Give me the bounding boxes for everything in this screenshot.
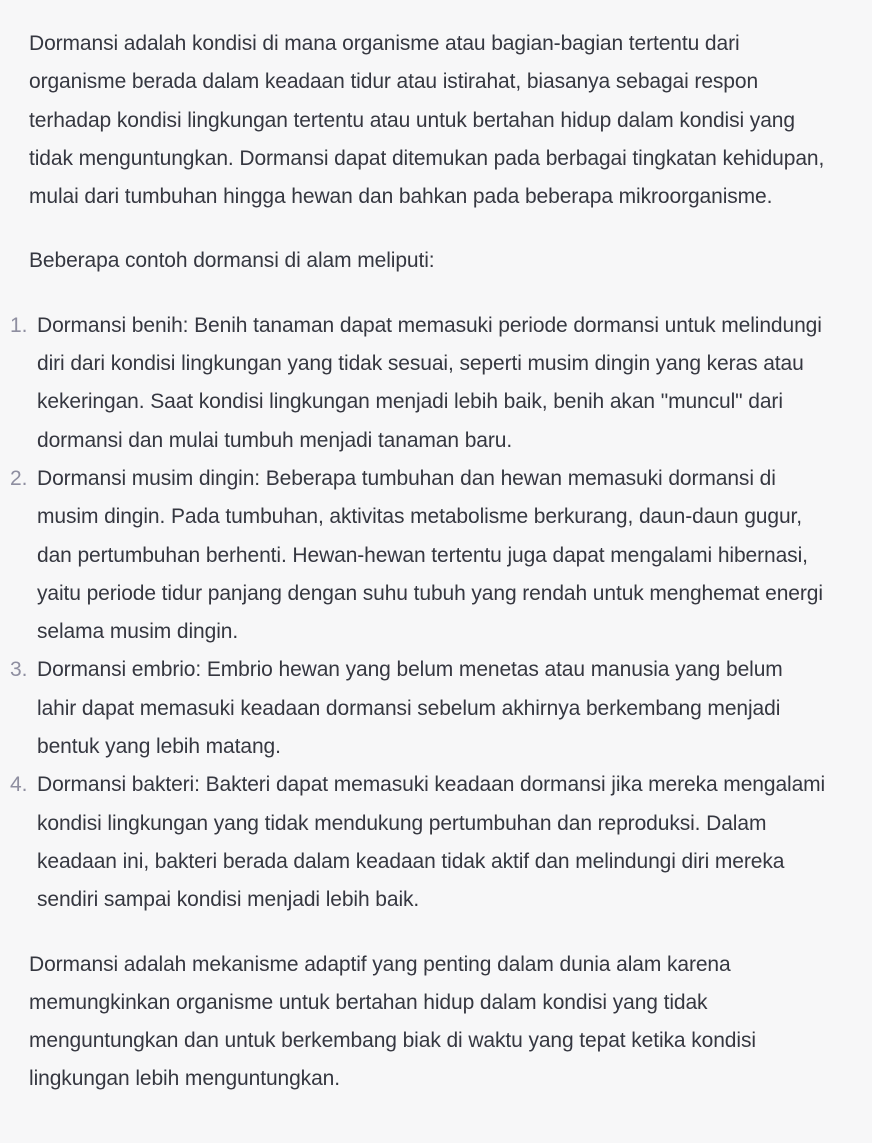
list-item-text: Dormansi musim dingin: Beberapa tumbuhan dan hewan memasuki dormansi di musim dingin. Pada tumbuhan, aktivitas metabolisme berkurang, daun-daun gugur, dan pertumbuhan berhenti. Hewan-hewan tertentu juga dapat mengalami hibernasi, yaitu periode tidur panjang dengan suhu tubuh yang rendah untuk menghemat energi selama musim dingin. — [37, 466, 823, 644]
list-lead-paragraph: Beberapa contoh dormansi di alam meliputi: — [29, 249, 435, 273]
list-item-number: 4. — [10, 773, 28, 797]
intro-paragraph: Dormansi adalah kondisi di mana organisme atau bagian-bagian tertentu dari organisme berada dalam keadaan tidur atau istirahat, biasanya sebagai respon terhadap kondisi lingkungan tertentu atau untuk bertahan hidup dalam kondisi yang tidak menguntungkan. Dormansi dapat ditemukan pada berbagai tingkatan kehidupan, mulai dari tumbuhan hingga hewan dan bahkan pada beberapa mikroorganisme. — [29, 32, 825, 209]
list-item-number: 2. — [10, 466, 28, 490]
list-item-number: 3. — [10, 658, 28, 682]
conclusion-paragraph: Dormansi adalah mekanisme adaptif yang penting dalam dunia alam karena memungkinkan organisme untuk bertahan hidup dalam kondisi yang tidak menguntungkan dan untuk berkembang biak di waktu yang tepat ketika kondisi lingkungan lebih menguntungkan. — [29, 952, 756, 1091]
list-item — [10, 766, 827, 919]
list-item-number: 1. — [10, 313, 28, 337]
list-item-text: Dormansi bakteri: Bakteri dapat memasuki keadaan dormansi jika mereka mengalami kondisi lingkungan yang tidak mendukung pertumbuhan dan reproduksi. Dalam keadaan ini, bakteri berada dalam keadaan tidak aktif dan melindungi diri mereka sendiri sampai kondisi menjadi lebih baik. — [37, 773, 826, 912]
list-item — [10, 307, 827, 460]
list-item-text: Dormansi benih: Benih tanaman dapat memasuki periode dormansi untuk melindungi diri dari kondisi lingkungan yang tidak sesuai, seperti musim dingin yang keras atau kekeringan. Saat kondisi lingkungan menjadi lebih baik, benih akan "muncul" dari dormansi dan mulai tumbuh menjadi tanaman baru. — [37, 313, 822, 452]
examples-list — [10, 307, 872, 920]
list-item — [10, 460, 827, 651]
list-item-text: Dormansi embrio: Embrio hewan yang belum menetas atau manusia yang belum lahir dapat memasuki keadaan dormansi sebelum akhirnya berkembang menjadi bentuk yang lebih matang. — [37, 658, 783, 759]
list-item — [10, 651, 827, 766]
